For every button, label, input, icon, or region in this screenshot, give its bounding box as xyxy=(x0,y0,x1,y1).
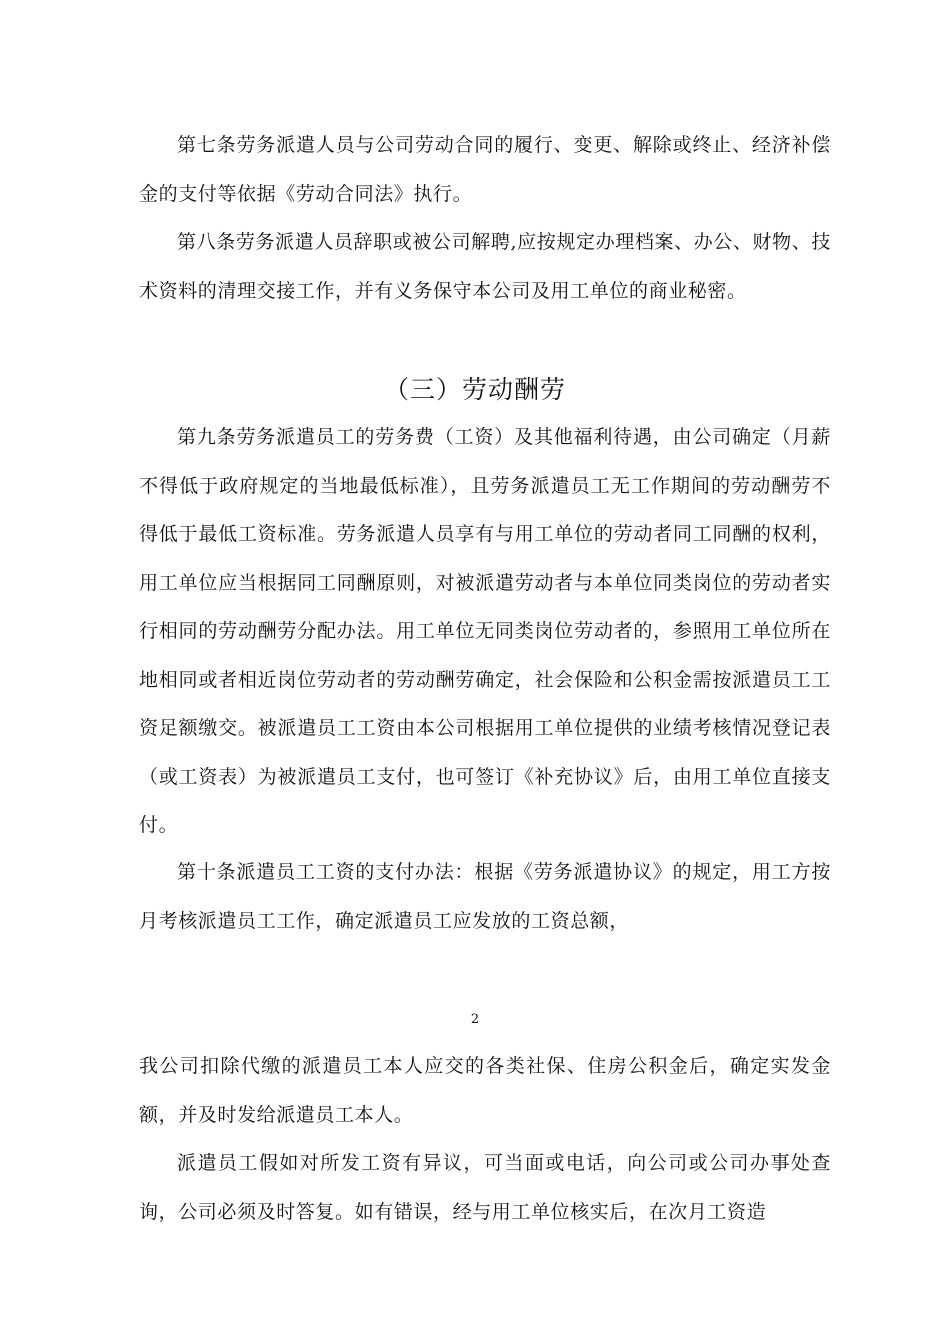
article-7-paragraph: 第七条劳务派遣人员与公司劳动合同的履行、变更、解除或终止、经济补偿金的支付等依据《劳动合同法》执行。 xyxy=(139,134,831,205)
article-10-continuation-paragraph: 我公司扣除代缴的派遣员工本人应交的各类社保、住房公积金后，确定实发金额，并及时发给派遣员工本人。 xyxy=(139,1055,831,1126)
article-8-paragraph: 第八条劳务派遣人员辞职或被公司解聘,应按规定办理档案、办公、财物、技术资料的清理交接工作，并有义务保守本公司及用工单位的商业秘密。 xyxy=(139,231,831,302)
section-heading-labor-remuneration: （三）劳动酬劳 xyxy=(383,375,566,404)
page-number: 2 xyxy=(470,1012,480,1027)
article-10-paragraph: 第十条派遣员工工资的支付办法：根据《劳务派遣协议》的规定，用工方按月考核派遣员工工作，确定派遣员工应发放的工资总额， xyxy=(139,861,831,932)
wage-objection-paragraph: 派遣员工假如对所发工资有异议，可当面或电话，向公司或公司办事处查询，公司必须及时答复。如有错误，经与用工单位核实后，在次月工资造 xyxy=(139,1152,831,1223)
article-9-paragraph: 第九条劳务派遣员工的劳务费（工资）及其他福利待遇，由公司确定（月薪不得低于政府规定的当地最低标准），且劳务派遣员工无工作期间的劳动酬劳不得低于最低工资标准。劳务派遣人员享有与用工单位的劳动者同工同酬的权利，用工单位应当根据同工同酬原则，对被派遣劳动者与本单位同类岗位的劳动者实行相同的劳动酬劳分配办法。用工单位无同类岗位劳动者的，参照用工单位所在地相同或者相近岗位劳动者的劳动酬劳确定，社会保险和公积金需按派遣员工工资足额缴交。被派遣员工工资由本公司根据用工单位提供的业绩考核情况登记表（或工资表）为被派遣员工支付，也可签订《补充协议》后，由用工单位直接支付。 xyxy=(139,426,831,836)
